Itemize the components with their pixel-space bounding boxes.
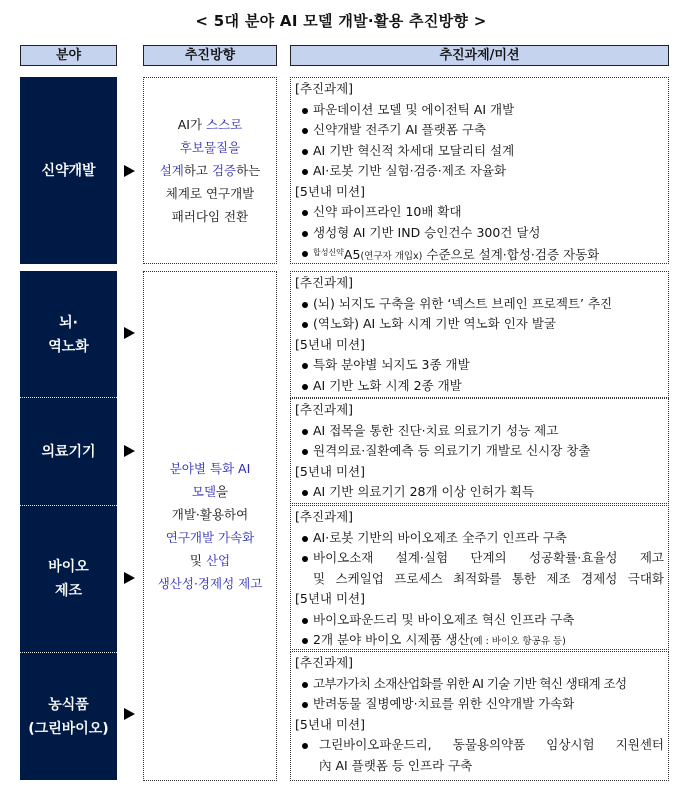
- field-label: 역노화: [48, 338, 89, 355]
- header-tasks: 추진과제/미션: [290, 45, 669, 66]
- mission-item: [295, 355, 664, 376]
- tasks-box-brain-aging: [290, 271, 669, 398]
- arrow-right-icon: [124, 708, 135, 720]
- tasks-box-agrifood: [290, 651, 669, 781]
- header-field: 분야: [20, 45, 117, 66]
- field-agrifood: [20, 652, 117, 780]
- direction-highlight: 검증: [211, 163, 237, 178]
- direction-text: 패러다임 전환: [171, 209, 249, 224]
- task-item: [295, 674, 664, 695]
- task-text: 신약개발 전주기 AI 플랫폼 구축: [313, 122, 487, 137]
- direction-text: AI가: [177, 117, 207, 132]
- field-brain-aging: [20, 271, 117, 398]
- section-label-tasks: [추진과제]: [295, 655, 354, 670]
- bullet-icon: [302, 363, 308, 369]
- task-text: 파운데이션 모델 및 에이전틱 AI 개발: [313, 101, 515, 117]
- mission-item: [295, 243, 664, 268]
- direction-specialized-models: [143, 271, 277, 781]
- bullet-icon: [302, 556, 308, 562]
- tasks-box-bio-manufacturing: [290, 505, 669, 650]
- mission-text: 생성형 AI 기반 IND 승인건수 300건 달성: [313, 224, 541, 240]
- task-item: [295, 528, 664, 549]
- bullet-icon: [302, 322, 308, 328]
- bullet-icon: [302, 638, 308, 644]
- tasks-box-drug-development: [290, 77, 669, 264]
- task-item: [295, 694, 664, 715]
- section-label-tasks: [추진과제]: [295, 402, 354, 417]
- mission-superscript: 합성신약: [313, 248, 344, 257]
- mission-item: [295, 630, 664, 653]
- mission-note: (예 : 바이오 항공유 등): [469, 636, 566, 647]
- field-drug-development: [20, 77, 117, 264]
- mission-text: A5: [343, 247, 361, 262]
- direction-highlight: 모델: [191, 484, 217, 499]
- section-label-tasks: [추진과제]: [295, 509, 354, 524]
- field-label: 신약개발: [41, 162, 96, 179]
- task-text: 및 스케일업 프로세스 최적화를 통한 제조 경제성 극대화: [313, 570, 664, 586]
- direction-highlight: 생산성·경제성 제고: [157, 576, 263, 591]
- task-item: [295, 421, 664, 442]
- field-label: 제조: [54, 583, 83, 599]
- task-item: [295, 161, 664, 182]
- bullet-icon: [302, 108, 308, 114]
- bullet-icon: [302, 210, 308, 216]
- direction-text: 및: [189, 553, 206, 568]
- direction-text: 개발·활용하여: [171, 507, 249, 522]
- mission-text: 2개 분야 바이오 시제품 생산: [313, 632, 470, 647]
- task-text: 바이오소재 설계·실험 단계의 성공확률·효율성 제고: [313, 550, 664, 565]
- mission-item: [295, 202, 664, 223]
- bullet-icon: [302, 302, 308, 308]
- task-text: AI 접목을 통한 진단·치료 의료기기 성능 제고: [313, 422, 559, 438]
- task-item: [295, 100, 664, 121]
- mission-item: [295, 223, 664, 244]
- task-item: [295, 294, 664, 315]
- task-item: [295, 314, 664, 335]
- direction-highlight: 분야별 특화 AI: [169, 461, 251, 476]
- bullet-icon: [302, 490, 308, 496]
- task-text: (뇌) 뇌지도 구축을 위한 ‘넥스트 브레인 프로젝트’ 추진: [313, 295, 613, 311]
- section-label-mission: [5년내 미션]: [295, 336, 365, 352]
- direction-text: 체계로 연구개발: [165, 186, 255, 201]
- mission-item: [295, 376, 664, 397]
- section-label-mission: [5년내 미션]: [295, 591, 365, 606]
- arrow-right-icon: [124, 327, 135, 339]
- task-text: 고부가가치 소재산업화를 위한 AI 기술 기반 혁신 생태계 조성: [313, 675, 627, 691]
- mission-text: 신약 파이프라인 10배 확대: [313, 204, 462, 219]
- mission-text: 바이오파운드리 및 바이오제조 혁신 인프라 구축: [313, 611, 575, 627]
- mission-note: (연구자 개입x): [360, 251, 423, 262]
- mission-item: [295, 610, 664, 631]
- page-title: < 5대 분야 AI 모델 개발·활용 추진방향 >: [195, 12, 487, 30]
- bullet-icon: [302, 536, 308, 542]
- field-bio-manufacturing: [20, 505, 117, 652]
- direction-text: 하는: [236, 163, 261, 178]
- section-label-tasks: [추진과제]: [295, 81, 354, 96]
- task-text: AI 기반 혁신적 차세대 모달리티 설계: [313, 142, 515, 158]
- task-text: 반려동물 질병예방·치료를 위한 신약개발 가속화: [313, 696, 575, 711]
- bullet-icon: [302, 618, 308, 624]
- direction-highlight: 후보물질을: [179, 140, 241, 155]
- arrow-right-icon: [124, 165, 135, 177]
- mission-item: [295, 482, 664, 503]
- mission-text: 內 AI 플랫폼 등 인프라 구축: [319, 757, 473, 773]
- section-label-mission: [5년내 미션]: [295, 463, 365, 479]
- task-item: [295, 441, 664, 462]
- bullet-icon: [302, 702, 308, 708]
- direction-text: 하고: [183, 163, 212, 178]
- field-label: 농식품: [48, 696, 89, 713]
- bullet-icon: [302, 169, 308, 175]
- mission-text: 특화 분야별 뇌지도 3종 개발: [313, 357, 470, 372]
- bullet-icon: [302, 429, 308, 435]
- direction-highlight: 산업: [205, 553, 231, 568]
- bullet-icon: [302, 128, 308, 134]
- task-item: [295, 548, 664, 589]
- direction-drug-development: [143, 77, 277, 264]
- task-item: [295, 141, 664, 162]
- section-label-mission: [5년내 미션]: [295, 183, 365, 199]
- header-direction: 추진방향: [143, 45, 277, 66]
- bullet-icon: [302, 231, 308, 237]
- field-label: (그린바이오): [28, 720, 109, 737]
- section-label-mission: [5년내 미션]: [295, 716, 365, 732]
- bullet-icon: [302, 384, 308, 390]
- task-text: (역노화) AI 노화 시계 기반 역노화 인자 발굴: [313, 316, 557, 331]
- bullet-icon: [302, 149, 308, 155]
- field-label: 의료기기: [41, 443, 96, 460]
- direction-highlight: 설계: [159, 163, 184, 178]
- mission-text: 그린바이오파운드리, 동물용의약품 임상시험 지원센터: [319, 737, 664, 752]
- field-label: 바이오: [48, 559, 89, 575]
- task-text: 원격의료·질환예측 등 의료기기 개발로 신시장 창출: [313, 443, 591, 458]
- direction-text: 을: [216, 484, 229, 499]
- section-label-tasks: [추진과제]: [295, 275, 354, 290]
- task-text: AI·로봇 기반 실험·검증·제조 자율화: [313, 163, 507, 178]
- mission-text: AI 기반 노화 시계 2종 개발: [313, 377, 462, 393]
- mission-text: AI 기반 의료기기 28개 이상 인허가 획득: [313, 484, 535, 499]
- task-text: AI·로봇 기반의 바이오제조 全주기 인프라 구축: [313, 529, 567, 545]
- mission-item: [295, 735, 664, 776]
- arrow-right-icon: [124, 572, 135, 584]
- bullet-icon: [302, 743, 308, 749]
- task-item: [295, 120, 664, 141]
- direction-highlight: 스스로: [206, 117, 243, 132]
- tasks-box-medical-devices: [290, 398, 669, 504]
- arrow-right-icon: [124, 445, 135, 457]
- field-label: 뇌·: [59, 314, 78, 331]
- bullet-icon: [302, 251, 308, 257]
- direction-highlight: 연구개발 가속화: [165, 530, 255, 545]
- bullet-icon: [302, 449, 308, 455]
- field-medical-devices: [20, 397, 117, 505]
- bullet-icon: [302, 682, 308, 688]
- mission-text: 수준으로 설계·합성·검증 자동화: [422, 247, 600, 262]
